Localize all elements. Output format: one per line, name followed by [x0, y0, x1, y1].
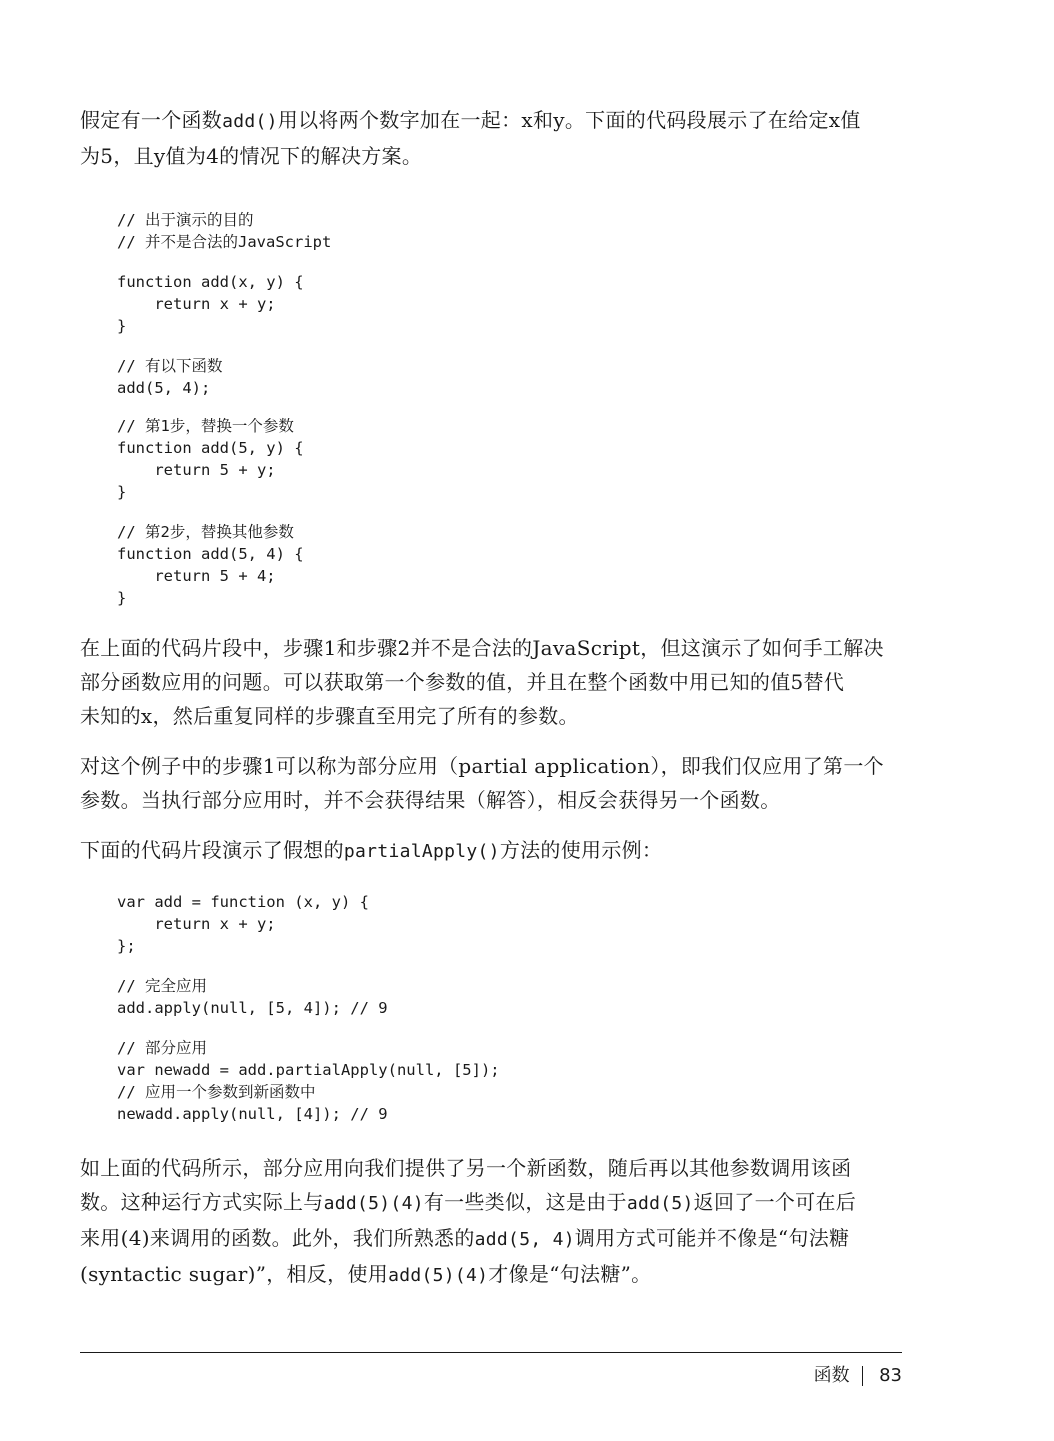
page-body [80, 103, 906, 1293]
code-line: // 部分应用 [117, 1039, 207, 1057]
code-line: var newadd = add.partialApply(null, [5]); [117, 1061, 500, 1079]
inline-code: add(5) [626, 1193, 694, 1214]
code-line: // 第1步，替换一个参数 [117, 417, 294, 435]
code-line: return 5 + y; [117, 461, 276, 479]
code-line: return x + y; [117, 295, 276, 313]
partial-line-2: 参数。当执行部分应用时，并不会获得结果（解答），相反会获得另一个函数。 [80, 788, 781, 812]
intro-text-3: 为5，且y值为4的情况下的解决方案。 [80, 144, 423, 168]
paragraph-explanation [80, 631, 906, 733]
inline-code: add(5)(4) [323, 1193, 424, 1214]
inline-code-add: add() [222, 111, 278, 132]
conclusion-line-1: 如上面的代码所示，部分应用向我们提供了另一个新函数，随后再以其他参数调用该函 [80, 1156, 852, 1180]
conclusion-text: 数。这种运行方式实际上与 [80, 1190, 324, 1214]
paragraph-intro [80, 103, 906, 173]
inline-code: add(5, 4) [474, 1229, 575, 1250]
intro-text-2: 用以将两个数字加在一起：x和y。下面的代码段展示了在给定x值 [277, 108, 861, 132]
conclusion-text: 才像是“句法糖”。 [488, 1262, 652, 1286]
code-line: // 有以下函数 [117, 357, 223, 375]
example-intro-text-1: 下面的代码片段演示了假想的 [80, 838, 344, 862]
inline-code-partialapply: partialApply() [343, 841, 500, 862]
code-blank [80, 337, 906, 355]
code-block-steps [80, 209, 906, 609]
code-line: // 第2步，替换其他参数 [117, 523, 294, 541]
code-block-partial-apply [80, 891, 906, 1125]
explanation-line-1: 在上面的代码片段中，步骤1和步骤2并不是合法的JavaScript，但这演示了如何手工解决 [80, 636, 884, 660]
page-number: 83 [879, 1365, 902, 1386]
conclusion-text: 调用方式可能并不像是“句法糖 [574, 1226, 850, 1250]
partial-line-1: 对这个例子中的步骤1可以称为部分应用（partial application），即我们仅应用了第一个 [80, 754, 884, 778]
code-line: // 完全应用 [117, 977, 207, 995]
conclusion-text: 来用(4)来调用的函数。此外，我们所熟悉的 [80, 1226, 475, 1250]
chapter-title: 函数 [813, 1365, 850, 1386]
code-line: var add = function (x, y) { [117, 893, 369, 911]
explanation-line-2: 部分函数应用的问题。可以获取第一个参数的值，并且在整个函数中用已知的值5替代 [80, 670, 845, 694]
code-line: // 应用一个参数到新函数中 [117, 1083, 316, 1101]
code-line: add.apply(null, [5, 4]); // 9 [117, 999, 388, 1017]
paragraph-example-intro [80, 833, 906, 869]
code-line: } [117, 483, 127, 501]
code-blank [80, 957, 906, 975]
code-line: // 出于演示的目的 [117, 211, 254, 229]
paragraph-conclusion [80, 1151, 906, 1293]
code-line: } [117, 317, 127, 335]
code-blank [80, 1019, 906, 1037]
example-intro-text-2: 方法的使用示例： [499, 838, 663, 862]
code-line: add(5, 4); [117, 379, 211, 397]
code-line: function add(5, 4) { [117, 545, 304, 563]
code-line: }; [117, 937, 136, 955]
paragraph-partial-application [80, 749, 906, 817]
code-line: function add(x, y) { [117, 273, 304, 291]
code-blank [80, 253, 906, 271]
conclusion-text: 返回了一个可在后 [693, 1190, 857, 1214]
code-line: return x + y; [117, 915, 276, 933]
page-footer [814, 1364, 902, 1388]
code-line: // 并不是合法的JavaScript [117, 233, 332, 251]
code-line: } [117, 589, 127, 607]
conclusion-text: 有一些类似，这是由于 [423, 1190, 627, 1214]
inline-code: add(5)(4) [388, 1265, 489, 1286]
conclusion-text: (syntactic sugar)”，相反，使用 [80, 1262, 389, 1286]
code-blank [80, 399, 906, 415]
explanation-line-3: 未知的x，然后重复同样的步骤直至用完了所有的参数。 [80, 704, 579, 728]
footer-rule [80, 1352, 902, 1353]
code-line: return 5 + 4; [117, 567, 276, 585]
code-line: newadd.apply(null, [4]); // 9 [117, 1105, 388, 1123]
footer-separator [862, 1366, 864, 1386]
code-blank [80, 503, 906, 521]
code-line: function add(5, y) { [117, 439, 304, 457]
intro-text-1: 假定有一个函数 [80, 108, 223, 132]
